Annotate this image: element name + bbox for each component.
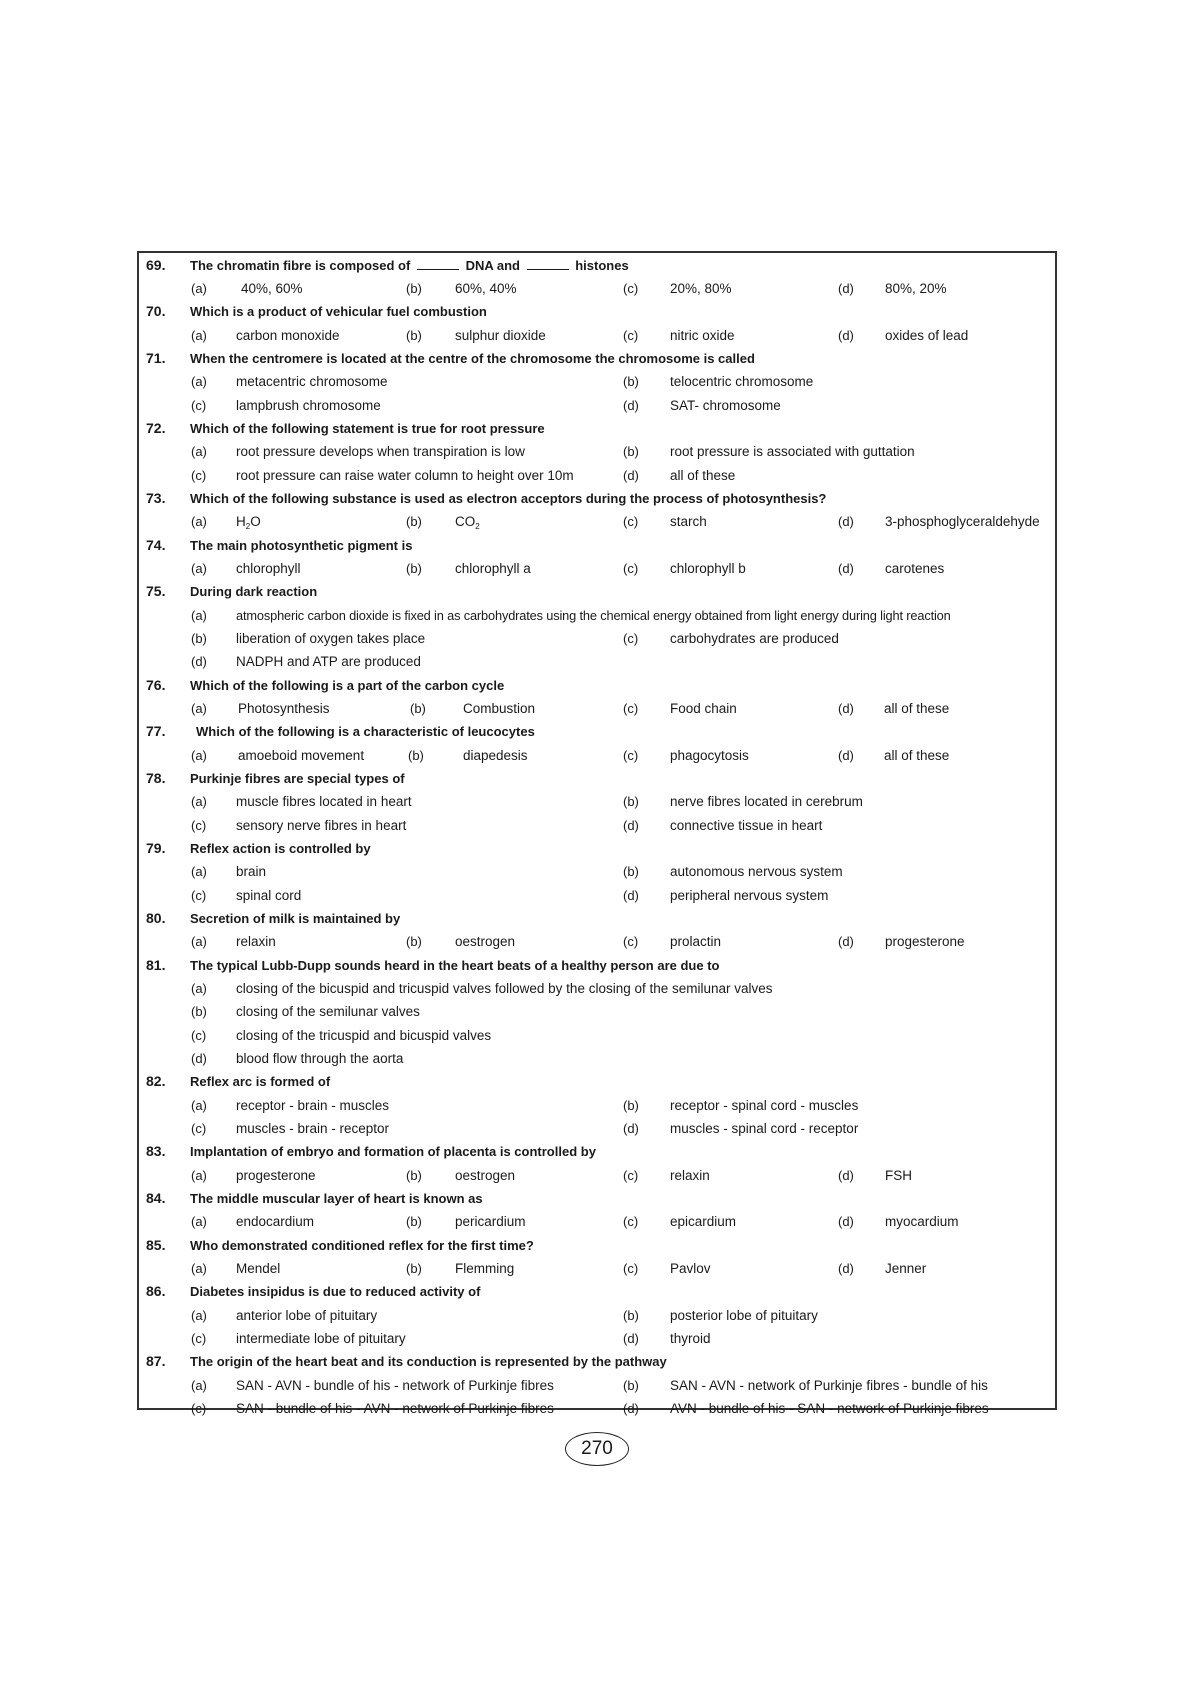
question-85-row	[0, 1234, 1191, 1257]
option-label: (a)	[191, 374, 207, 389]
option-label: (a)	[191, 794, 207, 809]
question-number: 85.	[146, 1237, 166, 1253]
option-label: (a)	[191, 561, 207, 576]
option-label: (a)	[191, 1098, 207, 1113]
question-87-row	[0, 1350, 1191, 1373]
option-text: FSH	[885, 1168, 912, 1183]
options-row	[0, 440, 1191, 463]
option-label: (d)	[623, 398, 639, 413]
option-label: (c)	[623, 328, 639, 343]
option-text: Jenner	[885, 1261, 927, 1276]
option-text: root pressure is associated with guttation	[670, 444, 915, 459]
option-label: (b)	[623, 1308, 639, 1323]
option-text: intermediate lobe of pituitary	[236, 1331, 406, 1346]
question-78-row	[0, 767, 1191, 790]
option-text: Flemming	[455, 1261, 515, 1276]
option-text: epicardium	[670, 1214, 737, 1229]
question-number: 76.	[146, 677, 166, 693]
question-72-row	[0, 417, 1191, 440]
option-label: (a)	[191, 864, 207, 879]
option-text: relaxin	[236, 934, 276, 949]
option-label: (d)	[623, 1401, 639, 1416]
option-text: sulphur dioxide	[455, 328, 546, 343]
question-number: 79.	[146, 840, 166, 856]
option-text: diapedesis	[463, 748, 528, 763]
question-number: 82.	[146, 1073, 166, 1089]
option-label: (a)	[191, 1214, 207, 1229]
option-label: (d)	[838, 1168, 854, 1183]
question-number: 73.	[146, 490, 166, 506]
option-text: phagocytosis	[670, 748, 749, 763]
option-text: progesterone	[885, 934, 965, 949]
options-row	[0, 1094, 1191, 1117]
option-text: thyroid	[670, 1331, 711, 1346]
question-text: Which of the following substance is used as electron acceptors during the process of photosynthesis?	[190, 491, 827, 506]
option-label: (d)	[838, 281, 854, 296]
question-79-row	[0, 837, 1191, 860]
option-label: (c)	[191, 1121, 207, 1136]
option-label: (b)	[623, 1098, 639, 1113]
blank-line	[417, 256, 459, 270]
option-text: nitric oxide	[670, 328, 735, 343]
option-label: (b)	[623, 794, 639, 809]
question-number: 71.	[146, 350, 166, 366]
question-text: During dark reaction	[190, 584, 318, 599]
options-row	[0, 277, 1191, 300]
option-label: (c)	[623, 514, 639, 529]
question-number: 69.	[146, 257, 166, 273]
option-text: pericardium	[455, 1214, 526, 1229]
option-label: (d)	[838, 328, 854, 343]
option-text: amoeboid movement	[238, 748, 365, 763]
option-text: oestrogen	[455, 934, 516, 949]
question-number: 78.	[146, 770, 166, 786]
option-label: (b)	[623, 374, 639, 389]
option-label: (c)	[191, 818, 207, 833]
option-text: relaxin	[670, 1168, 710, 1183]
option-label: (b)	[406, 514, 422, 529]
option-text: starch	[670, 514, 707, 529]
options-row	[0, 557, 1191, 580]
option-label: (d)	[838, 561, 854, 576]
option-label: (d)	[623, 468, 639, 483]
question-number: 83.	[146, 1143, 166, 1159]
option-label: (d)	[191, 654, 207, 669]
option-label: (a)	[191, 701, 207, 716]
option-label: (a)	[191, 934, 207, 949]
option-text: muscles - brain - receptor	[236, 1121, 390, 1136]
option-text: chlorophyll a	[455, 561, 531, 576]
question-86-row	[0, 1280, 1191, 1303]
question-number: 86.	[146, 1283, 166, 1299]
question-80-row	[0, 907, 1191, 930]
question-number: 81.	[146, 957, 166, 973]
option-label: (a)	[191, 514, 207, 529]
option-text: Mendel	[236, 1261, 281, 1276]
option-label: (c)	[623, 1214, 639, 1229]
question-77-row	[0, 720, 1191, 743]
option-label: (a)	[191, 444, 207, 459]
question-number: 74.	[146, 537, 166, 553]
option-label: (c)	[623, 1168, 639, 1183]
question-73-row	[0, 487, 1191, 510]
option-label: (c)	[623, 934, 639, 949]
option-label: (a)	[191, 608, 207, 623]
option-text: liberation of oxygen takes place	[236, 631, 426, 646]
question-text: When the centromere is located at the centre of the chromosome the chromosome is called	[190, 351, 755, 366]
options-row	[0, 1000, 1191, 1023]
option-label: (d)	[838, 701, 854, 716]
option-label: (c)	[623, 748, 639, 763]
options-row	[0, 324, 1191, 347]
option-text: receptor - spinal cord - muscles	[670, 1098, 859, 1113]
option-text: carotenes	[885, 561, 945, 576]
option-text: root pressure can raise water column to height over 10m	[236, 468, 574, 483]
question-number: 87.	[146, 1353, 166, 1369]
option-text: telocentric chromosome	[670, 374, 814, 389]
option-text: brain	[236, 864, 267, 879]
question-74-row	[0, 534, 1191, 557]
option-label: (c)	[623, 701, 639, 716]
option-text: 80%, 20%	[885, 281, 947, 296]
options-row	[0, 744, 1191, 767]
option-label: (a)	[191, 981, 207, 996]
question-number: 77.	[146, 723, 166, 739]
option-text: SAT- chromosome	[670, 398, 781, 413]
option-text: muscles - spinal cord - receptor	[670, 1121, 859, 1136]
option-text: AVN - bundle of his - SAN - network of Purkinje fibres	[670, 1401, 989, 1416]
option-text: oestrogen	[455, 1168, 516, 1183]
option-label: (d)	[623, 818, 639, 833]
option-text: SAN - AVN - bundle of his - network of Purkinje fibres	[236, 1378, 554, 1393]
option-text: 60%, 40%	[455, 281, 517, 296]
option-label: (b)	[408, 748, 424, 763]
option-label: (b)	[191, 1004, 207, 1019]
question-81-row	[0, 954, 1191, 977]
option-text: metacentric chromosome	[236, 374, 388, 389]
option-text: sensory nerve fibres in heart	[236, 818, 407, 833]
option-label: (b)	[406, 328, 422, 343]
question-text: Implantation of embryo and formation of placenta is controlled by	[190, 1144, 596, 1159]
option-label: (d)	[838, 1214, 854, 1229]
option-label: (c)	[191, 468, 207, 483]
options-row	[0, 394, 1191, 417]
option-label: (c)	[191, 398, 207, 413]
option-text: SAN - bundle of his - AVN - network of Purkinje fibres	[236, 1401, 554, 1416]
option-text: Food chain	[670, 701, 737, 716]
option-text: closing of the tricuspid and bicuspid valves	[236, 1028, 492, 1043]
option-text: autonomous nervous system	[670, 864, 843, 879]
options-row	[0, 697, 1191, 720]
option-text: Photosynthesis	[238, 701, 330, 716]
option-label: (b)	[623, 1378, 639, 1393]
question-70-row	[0, 300, 1191, 323]
option-text: myocardium	[885, 1214, 959, 1229]
option-text: 40%, 60%	[241, 281, 303, 296]
options-row	[0, 464, 1191, 487]
option-text: closing of the semilunar valves	[236, 1004, 420, 1019]
page-number: 270	[565, 1432, 629, 1466]
option-label: (a)	[191, 1168, 207, 1183]
question-text: Reflex action is controlled by	[190, 841, 371, 856]
option-label: (d)	[838, 934, 854, 949]
option-label: (b)	[191, 631, 207, 646]
options-row	[0, 650, 1191, 673]
option-label: (b)	[406, 1261, 422, 1276]
option-label: (c)	[623, 281, 639, 296]
question-71-row	[0, 347, 1191, 370]
options-row	[0, 1210, 1191, 1233]
options-row	[0, 1024, 1191, 1047]
option-text: endocardium	[236, 1214, 315, 1229]
options-row	[0, 1304, 1191, 1327]
option-label: (d)	[838, 1261, 854, 1276]
option-label: (d)	[623, 888, 639, 903]
question-69-row	[0, 254, 1191, 277]
option-text: lampbrush chromosome	[236, 398, 381, 413]
option-label: (d)	[623, 1121, 639, 1136]
option-label: (b)	[406, 934, 422, 949]
option-text: $CO_2$	[455, 514, 480, 531]
question-number: 70.	[146, 303, 166, 319]
options-row	[0, 1327, 1191, 1350]
option-text: nerve fibres located in cerebrum	[670, 794, 863, 809]
options-row	[0, 1164, 1191, 1187]
option-label: (b)	[410, 701, 426, 716]
options-row	[0, 604, 1191, 627]
options-row	[0, 1397, 1191, 1420]
option-text: blood flow through the aorta	[236, 1051, 404, 1066]
question-number: 75.	[146, 583, 166, 599]
options-row	[0, 627, 1191, 650]
option-text: root pressure develops when transpiration is low	[236, 444, 525, 459]
option-text: SAN - AVN - network of Purkinje fibres - bundle of his	[670, 1378, 988, 1393]
option-text: Combustion	[463, 701, 536, 716]
option-text: chlorophyll	[236, 561, 301, 576]
option-label: (a)	[191, 1261, 207, 1276]
blank-line	[527, 256, 569, 270]
question-number: 72.	[146, 420, 166, 436]
options-row	[0, 790, 1191, 813]
question-text: Which of the following statement is true for root pressure	[190, 421, 545, 436]
option-text: 3-phosphoglyceraldehyde	[885, 514, 1040, 529]
options-row	[0, 370, 1191, 393]
option-label: (a)	[191, 748, 207, 763]
option-label: (c)	[623, 1261, 639, 1276]
option-label: (c)	[623, 631, 639, 646]
question-82-row	[0, 1070, 1191, 1093]
question-text: The main photosynthetic pigment is	[190, 538, 413, 553]
option-text: oxides of lead	[885, 328, 969, 343]
option-label: (a)	[191, 1378, 207, 1393]
question-text: The typical Lubb-Dupp sounds heard in the heart beats of a healthy person are due to	[190, 958, 720, 973]
option-text: receptor - brain - muscles	[236, 1098, 390, 1113]
option-label: (d)	[623, 1331, 639, 1346]
option-text: Pavlov	[670, 1261, 711, 1276]
option-label: (c)	[191, 1028, 207, 1043]
option-label: (c)	[191, 1331, 207, 1346]
question-number: 80.	[146, 910, 166, 926]
option-label: (a)	[191, 281, 207, 296]
option-text: carbohydrates are produced	[670, 631, 839, 646]
question-text: Purkinje fibres are special types of	[190, 771, 405, 786]
option-text: all of these	[884, 748, 950, 763]
question-text: The chromatin fibre is composed of DNA and histones	[190, 258, 629, 273]
option-text: all of these	[884, 701, 950, 716]
option-label: (b)	[406, 1214, 422, 1229]
option-text: muscle fibres located in heart	[236, 794, 412, 809]
option-label: (b)	[406, 281, 422, 296]
question-text: Who demonstrated conditioned reflex for the first time?	[190, 1238, 534, 1253]
option-text: all of these	[670, 468, 736, 483]
option-text: spinal cord	[236, 888, 302, 903]
options-row	[0, 1257, 1191, 1280]
option-text: peripheral nervous system	[670, 888, 829, 903]
options-row	[0, 977, 1191, 1000]
option-label: (d)	[838, 514, 854, 529]
option-text: 20%, 80%	[670, 281, 732, 296]
option-label: (c)	[191, 888, 207, 903]
option-text: carbon monoxide	[236, 328, 340, 343]
options-row	[0, 814, 1191, 837]
question-text: The middle muscular layer of heart is known as	[190, 1191, 483, 1206]
option-label: (b)	[406, 561, 422, 576]
option-label: (b)	[623, 444, 639, 459]
question-83-row	[0, 1140, 1191, 1163]
option-text: atmospheric carbon dioxide is fixed in as carbohydrates using the chemical energy obtained from light energy during light reaction	[236, 608, 951, 623]
option-label: (b)	[623, 864, 639, 879]
option-text: progesterone	[236, 1168, 316, 1183]
option-text: posterior lobe of pituitary	[670, 1308, 818, 1323]
option-text: $H_2O$	[236, 514, 261, 531]
options-row	[0, 1047, 1191, 1070]
question-text: Which of the following is a characteristic of leucocytes	[196, 724, 535, 739]
question-75-row	[0, 580, 1191, 603]
question-76-row	[0, 674, 1191, 697]
option-label: (a)	[191, 328, 207, 343]
question-number: 84.	[146, 1190, 166, 1206]
question-text: Which is a product of vehicular fuel combustion	[190, 304, 487, 319]
options-row	[0, 884, 1191, 907]
option-label: (b)	[406, 1168, 422, 1183]
option-text: chlorophyll b	[670, 561, 746, 576]
question-text: Reflex arc is formed of	[190, 1074, 331, 1089]
option-label: (c)	[623, 561, 639, 576]
option-label: (d)	[838, 748, 854, 763]
option-label: (c)	[191, 1401, 207, 1416]
option-text: prolactin	[670, 934, 722, 949]
option-text: closing of the bicuspid and tricuspid valves followed by the closing of the semilunar valves	[236, 981, 773, 996]
question-text: The origin of the heart beat and its conduction is represented by the pathway	[190, 1354, 667, 1369]
options-row	[0, 1117, 1191, 1140]
option-label: (d)	[191, 1051, 207, 1066]
option-label: (a)	[191, 1308, 207, 1323]
options-row	[0, 860, 1191, 883]
question-text: Which of the following is a part of the carbon cycle	[190, 678, 505, 693]
option-text: connective tissue in heart	[670, 818, 823, 833]
options-row	[0, 1374, 1191, 1397]
question-text: Diabetes insipidus is due to reduced activity of	[190, 1284, 481, 1299]
option-text: NADPH and ATP are produced	[236, 654, 421, 669]
question-text: Secretion of milk is maintained by	[190, 911, 401, 926]
options-row	[0, 510, 1191, 533]
question-84-row	[0, 1187, 1191, 1210]
option-text: anterior lobe of pituitary	[236, 1308, 378, 1323]
options-row	[0, 930, 1191, 953]
